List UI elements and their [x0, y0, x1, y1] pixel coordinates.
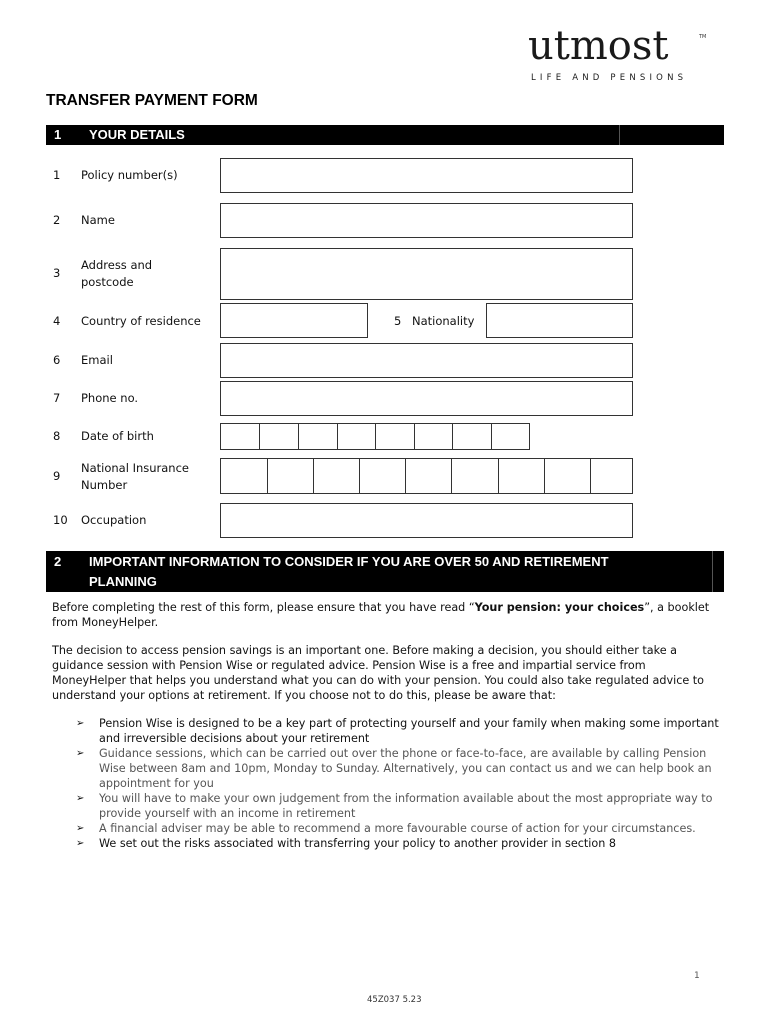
row-number: 2	[53, 213, 61, 227]
document-code: 45Z037 5.23	[367, 995, 422, 1005]
phone-label: Phone no.	[81, 391, 139, 405]
bullet-text: You will have to make your own judgement from the information available about the most appropriate way to provide yourself with an income in retirement	[99, 792, 713, 820]
decision-paragraph: The decision to access pension savings is an important one. Before making a decision, you should either take a guidance session with Pension Wise or regulated advice. Pension Wise is a free and impartial service from MoneyHelper that helps you understand what you can do with your pension. You could also take regulated advice to understand your options at retirement. If you choose not to do this, please be aware that:	[52, 644, 705, 702]
section-number: 1	[54, 127, 62, 142]
occupation-label: Occupation	[81, 513, 147, 527]
national-insurance-field[interactable]	[220, 458, 633, 494]
name-label: Name	[81, 213, 115, 227]
header-divider	[712, 551, 713, 592]
section-number: 2	[54, 554, 62, 569]
arrow-bullet-icon: ➢	[76, 718, 85, 729]
nationality-label: Nationality	[412, 314, 475, 328]
date-of-birth-field[interactable]	[220, 423, 530, 450]
intro-paragraph	[52, 600, 722, 630]
nationality-field[interactable]	[486, 303, 633, 338]
arrow-bullet-icon: ➢	[76, 823, 85, 834]
row-number: 4	[53, 314, 61, 328]
country-label: Country of residence	[81, 314, 201, 328]
list-item	[76, 821, 721, 836]
policy-number-field[interactable]	[220, 158, 633, 193]
dob-cell-divider	[337, 424, 338, 449]
arrow-bullet-icon: ➢	[76, 838, 85, 849]
row-number: 5	[394, 314, 402, 328]
dob-label: Date of birth	[81, 429, 154, 443]
ni-cell-divider	[405, 459, 406, 493]
risk-bullet-list	[76, 716, 721, 851]
dob-cell-divider	[414, 424, 415, 449]
occupation-field[interactable]	[220, 503, 633, 538]
name-field[interactable]	[220, 203, 633, 238]
row-number: 1	[53, 168, 61, 182]
bullet-text: We set out the risks associated with transferring your policy to another provider in section 8	[99, 837, 617, 850]
email-field[interactable]	[220, 343, 633, 378]
list-item	[76, 791, 721, 821]
section-title-line2: PLANNING	[89, 574, 157, 589]
policy-number-label: Policy number(s)	[81, 168, 178, 182]
intro-text-before: Before completing the rest of this form, please ensure that you have read “	[52, 601, 475, 614]
ni-cell-divider	[544, 459, 545, 493]
email-label: Email	[81, 353, 113, 367]
intro-text-after: ”, a booklet from MoneyHelper.	[52, 601, 710, 629]
row-number: 3	[53, 266, 61, 280]
brand-tagline: LIFE AND PENSIONS	[531, 73, 688, 83]
trademark-mark: TM	[699, 34, 707, 40]
bullet-text: Pension Wise is designed to be a key part of protecting yourself and your family when making some important and irreversible decisions about your retirement	[99, 717, 719, 745]
list-item	[76, 716, 721, 746]
row-number: 7	[53, 391, 61, 405]
section-2-header	[46, 551, 724, 592]
dob-cell-divider	[375, 424, 376, 449]
section-1-header	[46, 125, 724, 145]
address-label	[81, 257, 152, 291]
phone-field[interactable]	[220, 381, 633, 416]
ni-label-line2: Number	[81, 478, 128, 492]
ni-label-line1: National Insurance	[81, 461, 189, 475]
ni-cell-divider	[359, 459, 360, 493]
bullet-text: A financial adviser may be able to recommend a more favourable course of action for your circumstances.	[99, 822, 696, 835]
country-of-residence-field[interactable]	[220, 303, 368, 338]
list-item	[76, 746, 721, 791]
ni-cell-divider	[267, 459, 268, 493]
row-number: 6	[53, 353, 61, 367]
dob-cell-divider	[298, 424, 299, 449]
header-divider	[619, 125, 620, 145]
arrow-bullet-icon: ➢	[76, 748, 85, 759]
dob-cell-divider	[259, 424, 260, 449]
section-title-line1: IMPORTANT INFORMATION TO CONSIDER IF YOU ARE OVER 50 AND RETIREMENT	[89, 554, 609, 569]
section-title: YOUR DETAILS	[89, 127, 185, 142]
form-title: TRANSFER PAYMENT FORM	[46, 92, 258, 109]
ni-cell-divider	[590, 459, 591, 493]
row-number: 10	[53, 513, 68, 527]
brand-logo: utmost	[528, 23, 669, 69]
dob-cell-divider	[452, 424, 453, 449]
ni-cell-divider	[498, 459, 499, 493]
bullet-text: Guidance sessions, which can be carried out over the phone or face-to-face, are available by calling Pension Wise between 8am and 10pm, Monday to Sunday. Alternatively, you can contact us and we can help book an appointment for you	[99, 747, 712, 790]
dob-cell-divider	[491, 424, 492, 449]
ni-cell-divider	[313, 459, 314, 493]
page-number: 1	[694, 971, 700, 981]
booklet-title: Your pension: your choices	[474, 601, 645, 614]
arrow-bullet-icon: ➢	[76, 793, 85, 804]
address-label-line1: Address and	[81, 258, 153, 272]
address-label-line2: postcode	[81, 275, 134, 289]
address-postcode-field[interactable]	[220, 248, 633, 300]
ni-label	[81, 460, 189, 494]
row-number: 8	[53, 429, 61, 443]
ni-cell-divider	[451, 459, 452, 493]
row-number: 9	[53, 469, 61, 483]
list-item	[76, 836, 721, 851]
